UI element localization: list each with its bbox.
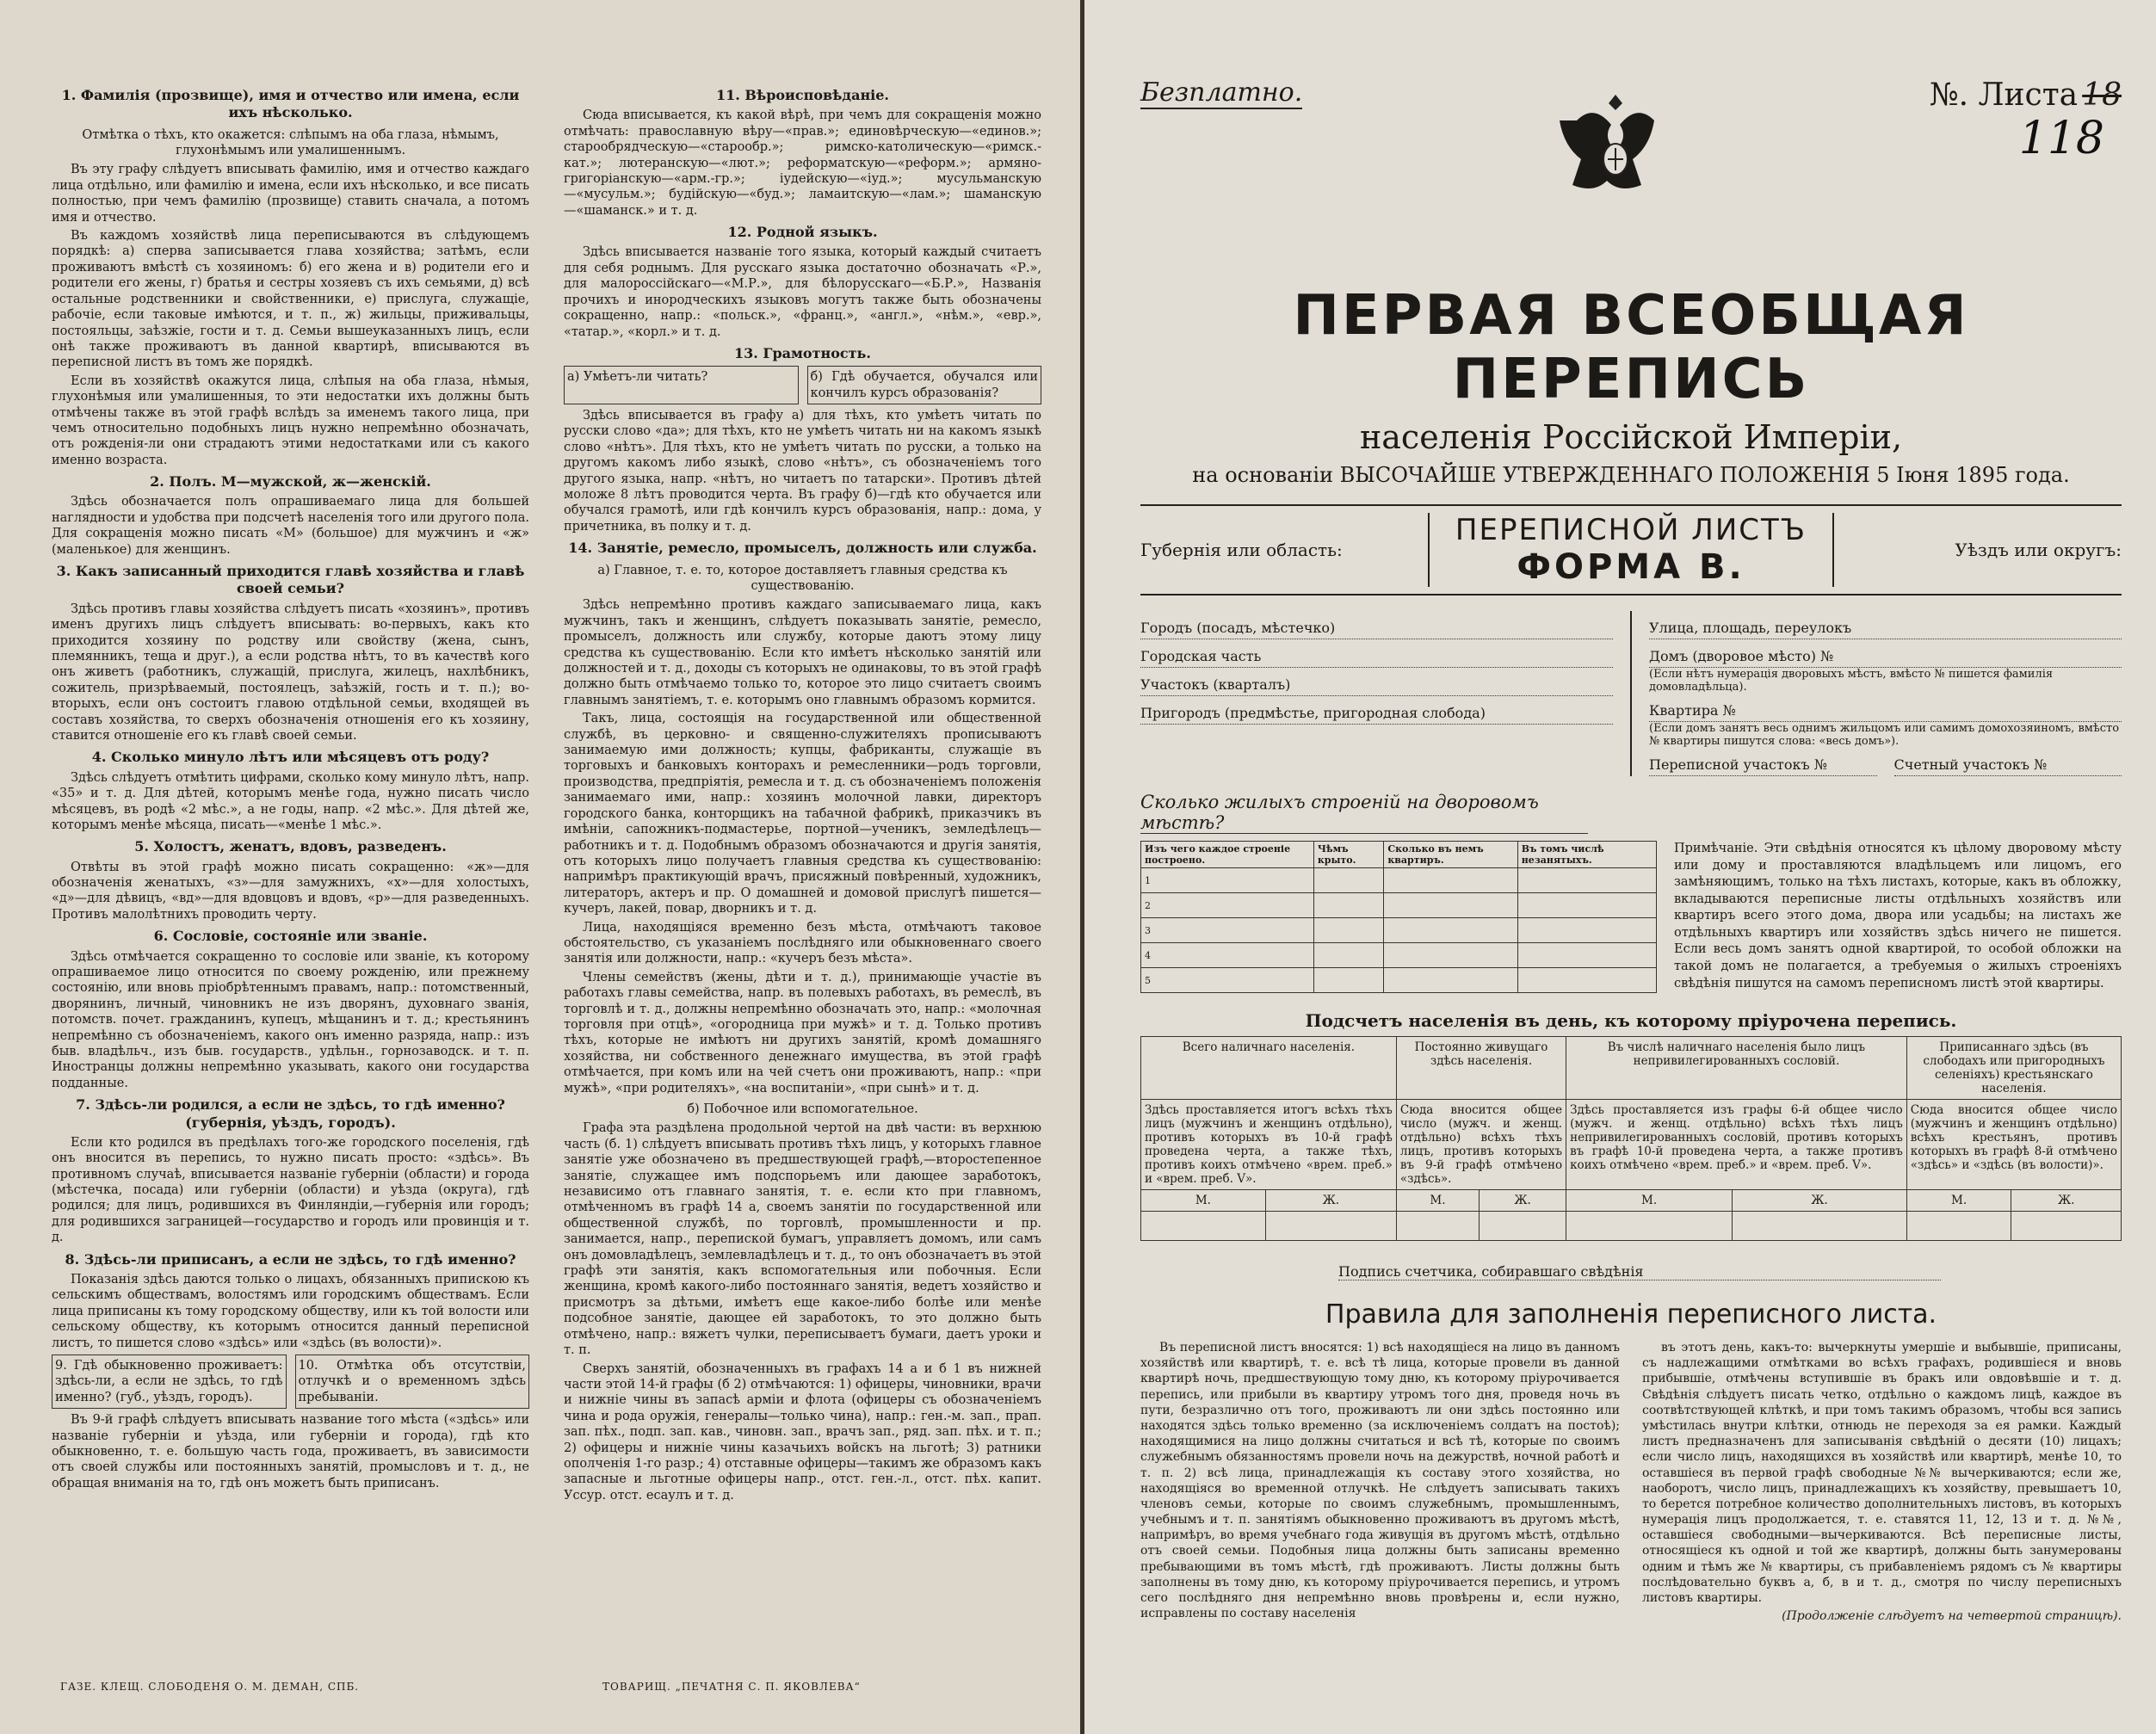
paragraph: Показанія здѣсь даются только о лицахъ, обязанныхъ припискою къ сельскимъ обществамъ, волостямъ или городскимъ обществамъ. Если лица приписаны къ тому городскому обществу, или къ той волости или сельскому обществу, къ которымъ относится данный переписной листъ, то пишется слово «здѣсь» или «здѣсь (въ волости)». [52, 1273, 529, 1350]
printer-imprint-left: ГАЗЕ. КЛЕЩ. СЛОБОДЕНЯ О. М. ДЕМАН, СПБ. [60, 1681, 360, 1693]
dwellings-header: Въ томъ числѣ незанятыхъ. [1517, 842, 1656, 868]
section-9-heading: 9. Гдѣ обыкновенно проживаетъ: здѣсь-ли, а если не здѣсь, то гдѣ именно? (губ., уѣздъ, городъ). [52, 1354, 287, 1409]
rules-body [1140, 1340, 2122, 1624]
rules-title: Правила для заполненія переписного листа. [1325, 1299, 1937, 1330]
dwellings-note: Примѣчаніе. Эти свѣдѣнія относятся къ цѣлому дворовому мѣсту или дому и проставляются владѣльцемъ или лицомъ, его замѣняющимъ, только на тѣхъ листахъ, которые, какъ въ обложку, вкладываются переписные листы отдѣльныхъ хозяйствъ или квартиръ всего этого дома, двора или усадьбы; на листахъ же отдѣльныхъ квартиръ или хозяйствъ здѣсь ничего не пишется. Если весь домъ занятъ одной квартирой, то особой обложки на такой домъ не полагается, а требуемыя о жилыхъ строеніяхъ свѣдѣнія пишутся на самомъ переписномъ листѣ этой квартиры. [1674, 842, 2122, 990]
census-district-field[interactable]: Переписной участокъ № [1649, 748, 1877, 776]
apartment-field[interactable]: Квартира № [1649, 694, 2122, 722]
literacy-subheadings [564, 366, 1041, 404]
paragraph: Здѣсь отмѣчается сокращенно то сословіе или званіе, къ которому опрашиваемое лицо относится по своему рожденію, или прежнему состоянію, или вновь пріобрѣтеннымъ правамъ, напр.: потомственный, дворянинъ, личный, чиновникъ не изъ дворянъ, духовнаго званія, потомств. почет. гражданинъ, купецъ, мѣщанинъ и т. д.; крестьянинъ непремѣнно съ обозначеніемъ, какого онъ именно разряда, напр.: изъ быв. владѣльч., изъ быв. государств., удѣльн., горнозаводск. и т. п. Иностранцы должны непремѣнно указывать, какого они государства подданные. [52, 949, 529, 1090]
enumerator-signature-field[interactable]: Подпись счетчика, собиравшаго свѣдѣнія [1338, 1263, 1941, 1280]
paragraph: Лица, находящіяся временно безъ мѣста, отмѣчаютъ таковое обстоятельство, съ указаніемъ послѣдняго или обыкновеннаго своего занятія или должности, напр.: «кучеръ безъ мѣста». [564, 920, 1041, 966]
count-male-label: М. [1566, 1190, 1733, 1212]
count-female-label: Ж. [1480, 1190, 1566, 1212]
dwellings-row-number: 2 [1141, 893, 1314, 918]
sheet-number [1930, 77, 2122, 164]
dwellings-cell[interactable] [1517, 943, 1656, 968]
sections-9-10 [52, 1354, 529, 1409]
dwellings-cell[interactable] [1313, 968, 1384, 993]
sheet-number-handwritten: 118 [2018, 113, 2104, 164]
dwellings-cell[interactable] [1313, 943, 1384, 968]
count-header: Въ числѣ наличнаго населенія было лицъ непривилегированныхъ сословій. [1566, 1037, 1907, 1100]
census-title: ПЕРВАЯ ВСЕОБЩАЯ ПЕРЕПИСЬ [1293, 284, 1969, 411]
dwellings-cell[interactable] [1313, 868, 1384, 893]
rules-column-1 [1140, 1340, 1620, 1624]
printer-imprint-right: ТОВАРИЩ. „ПЕЧАТНЯ С. П. ЯКОВЛЕВА“ [602, 1681, 861, 1693]
count-description: Здѣсь проставляется итогъ всѣхъ тѣхъ лицъ (мужчинъ и женщинъ отдѣльно), противъ которыхъ въ 10-й графѣ проведена черта, а также тѣхъ, противъ коихъ отмѣчено «врем. преб.» и «врем. преб. V». [1141, 1100, 1397, 1190]
apartment-note: (Если домъ занятъ весь однимъ жильцомъ или самимъ домохозяиномъ, вмѣсто № квартиры пишутся слова: «весь домъ»). [1649, 722, 2120, 748]
address-left [1140, 611, 1613, 776]
count-male-label: М. [1141, 1190, 1266, 1212]
street-field[interactable]: Улица, площадь, переулокъ [1649, 611, 2122, 639]
count-description: Здѣсь проставляется изъ графы 6-й общее число (мужч. и женщ. отдѣльно) всѣхъ тѣхъ лицъ непривилегированныхъ сословій, противъ которыхъ въ графѣ 10-й проведена черта, а также противъ коихъ отмѣчено «врем. преб.» и «врем. преб. V». [1566, 1100, 1907, 1190]
province-field: Губернія или область: [1140, 540, 1343, 560]
paragraph: Сверхъ занятій, обозначенныхъ въ графахъ 14 а и б 1 въ нижней части этой 14-й графы (б 2) отмѣчаются: 1) офицеры, чиновники, врачи и нижніе чины въ запасѣ армiи и флота (офицеры съ обозначеніемъ чина и рода оружія, генералы—только чина), напр.: ген.-м. зап., прап. зап. пѣх., подп. зап. кав., чиновн. зап., врачъ зап., ряд. зап. пѣх. и т. п.; 2) офицеры и нижніе чины казачьихъ войскъ на льготѣ; 3) ратники ополченія 1-го разр.; 4) отставные офицеры—такимъ же образомъ какъ запасные и льготные офицеры напр., отст. ген.-л., отст. пѣх. капит. Уссур. отст. есаулъ и т. д. [564, 1361, 1041, 1503]
count-entry-cell[interactable] [1566, 1212, 1733, 1241]
count-district-field[interactable]: Счетный участокъ № [1894, 748, 2122, 776]
count-male-label: М. [1906, 1190, 2011, 1212]
paragraph: Если кто родился въ предѣлахъ того-же городского поселенія, гдѣ онъ вносится въ перепись, то нужно писать просто: «здѣсь». Въ противномъ случаѣ, вписывается названіе губерніи (области) и города (мѣстечка, посада) или губерніи (области) и уѣзда (округа), гдѣ родился; для лицъ, родившихся въ Финляндіи,—губернія или городъ; для родившихся заграницей—государство и городъ или провинція и т. д. [52, 1135, 529, 1245]
count-entry-cell[interactable] [1480, 1212, 1566, 1241]
count-female-label: Ж. [1265, 1190, 1396, 1212]
address-fields [1140, 611, 2122, 776]
count-header: Постоянно живущаго здѣсь населенія. [1396, 1037, 1566, 1100]
paragraph: Отвѣты въ этой графѣ можно писать сокращенно: «ж»—для обозначенія женатыхъ, «з»—для замужнихъ, «х»—для холостыхъ, «д»—для дѣвицъ, «вд»—для вдовцовъ и вдовъ, «р»—для разведенныхъ. Противъ малолѣтнихъ проводить черту. [52, 860, 529, 922]
count-entry-cell[interactable] [1906, 1212, 2011, 1241]
rules-continuation-note: (Продолженіе слѣдуетъ на четвертой страницѣ). [1782, 1609, 2122, 1624]
paragraph: Здѣсь вписывается въ графу а) для тѣхъ, кто умѣетъ читать по русски слово «да»; для тѣхъ, кто не умѣетъ читать ни на какомъ языкѣ слово «нѣтъ». Для тѣхъ, кто не умѣетъ читать по русски, а только на другомъ какомъ либо языкѣ, слово «нѣтъ», съ обозначеніемъ того другого языка, напр. «нѣтъ, но читаетъ по татарски». Противъ дѣтей моложе 8 лѣтъ проводится черта. Въ графу б)—гдѣ кто обучается или обучался грамотѣ, или гдѣ кончилъ курсъ образованія, напр.: дома, у причетника, въ полку и т. д. [564, 409, 1041, 534]
dwellings-header: Чѣмъ крыто. [1313, 842, 1384, 868]
count-header: Приписаннаго здѣсь (въ слободахъ или пригородныхъ селеніяхъ) крестьянскаго населенія. [1906, 1037, 2121, 1100]
section-note: Отмѣтка о тѣхъ, кто окажется: слѣпымъ на оба глаза, нѣмымъ, глухонѣмымъ или умалишеннымъ. [82, 127, 499, 158]
dwellings-row-number: 5 [1141, 968, 1314, 993]
house-note: (Если нѣтъ нумерація дворовыхъ мѣстъ, вмѣсто № пишется фамилія домовладѣльца). [1649, 668, 2054, 694]
dwellings-cell[interactable] [1384, 868, 1517, 893]
paragraph: Въ эту графу слѣдуетъ вписывать фамилію, имя и отчество каждаго лица отдѣльно, или фамилію и имена, если ихъ нѣсколько, и все писать полностью, при чемъ фамилію (прозвище) ставить сначала, а потомъ имя и отчество. [52, 163, 529, 225]
form-title-row [1140, 504, 2122, 595]
count-description: Сюда вносится общее число (мужч. и женщ. отдѣльно) всѣхъ тѣхъ лицъ, противъ которыхъ въ 9-й графѣ отмѣчено «здѣсь». [1396, 1100, 1566, 1190]
precinct-field[interactable]: Участокъ (кварталъ) [1140, 668, 1613, 696]
section-heading: 14. Занятіе, ремесло, промыселъ, должность или служба. [568, 540, 1037, 557]
dwellings-row-number: 1 [1141, 868, 1314, 893]
dwellings-table [1140, 841, 1657, 993]
section-heading: 5. Холостъ, женатъ, вдовъ, разведенъ. [134, 838, 447, 855]
count-entry-cell[interactable] [1141, 1212, 1266, 1241]
form-title: ПЕРЕПИСНОЙ ЛИСТЪ [1455, 513, 1807, 547]
dwellings-cell[interactable] [1517, 918, 1656, 943]
section-heading: 6. Сословіе, состояніе или званіе. [153, 928, 428, 945]
section-10-heading: 10. Отмѣтка объ отсутствіи, отлучкѣ и о временномъ здѣсь пребываніи. [295, 1354, 530, 1409]
dwellings-section [1140, 841, 2122, 993]
paragraph: Здѣсь обозначается полъ опрашиваемаго лица для большей наглядности и удобства при подсчетѣ населенія того или другого пола. Для сокращенія можно писать «М» (большое) для мужчинъ и «ж» (маленькое) для женщинъ. [52, 495, 529, 557]
dwellings-cell[interactable] [1384, 943, 1517, 968]
count-female-label: Ж. [2011, 1190, 2122, 1212]
paragraph: Если въ хозяйствѣ окажутся лица, слѣпыя на оба глаза, нѣмыя, глухонѣмыя или умалишенныя, то эти недостатки ихъ должны быть отмѣчены также въ этой графѣ вслѣдъ за именемъ такого лица, при чемъ относительно подобныхъ лицъ нужно непремѣнно обозначать, отъ рожденія-ли они страдаютъ этими недостатками или съ какого именно возраста. [52, 373, 529, 467]
rules-paragraph: въ этотъ день, какъ-то: вычеркнуты умершіе и выбывшіе, приписаны, съ надлежащими отмѣтками во всѣхъ графахъ, родившіеся и вновь прибывшіе, отмѣчены вступившіе въ бракъ или овдовѣвшіе и т. д. Свѣдѣнія слѣдуетъ писать четко, отдѣльно о каждомъ лицѣ, каждое въ соотвѣтствующей клѣткѣ, и при томъ такимъ образомъ, чтобы вся запись умѣстилась внутри клѣтки, отнюдь не переходя за ея рамки. Каждый листъ предназначенъ для записыванія свѣдѣній о десяти (10) лицахъ; если число лицъ, находящихся въ хозяйствѣ или квартирѣ, менѣе 10, то оставшіеся въ первой графѣ свободные №№ вычеркиваются; если же, наоборотъ, число лицъ, принадлежащихъ къ хозяйству, превышаетъ 10, то берется потребное количество дополнительныхъ листовъ, въ которыхъ нумерація лицъ продолжается, т. е. ставятся 11, 12, 13 и т. д. №№, оставшіеся свободными—вычеркиваются. Всѣ переписные листы, относящіеся къ одной и той же квартирѣ, должны быть занумерованы одним и тѣмъ же № квартиры, съ прибавленіемъ рядомъ съ № квартиры послѣдовательно буквъ а, б, в и т. д., смотря по числу переписныхъ листовъ квартиры. [1642, 1341, 2122, 1605]
paragraph: Въ каждомъ хозяйствѣ лица переписываются въ слѣдующемъ порядкѣ: а) сперва записывается глава хозяйства; затѣмъ, если проживаютъ вмѣстѣ съ хозяиномъ: б) его жена и в) родители его и родители его жены, г) братья и сестры хозяевъ съ ихъ семьями, д) всѣ остальные родственники и свойственники, е) прислуга, служащіе, рабочіе, если таковые имѣются, и т. п., ж) жильцы, приживальцы, постояльцы, заѣзжіе, гости и т. д. Семьи вышеуказанныхъ лицъ, если онѣ также проживаютъ въ данной квартирѣ, вписываются въ переписной листъ въ томъ же порядкѣ. [52, 229, 529, 370]
paragraph: Здѣсь вписывается названіе того языка, который каждый считаетъ для себя роднымъ. Для русскаго языка достаточно обозначать «Р.», для малороссійскаго—«М.Р.», для бѣлорусскаго—«Б.Р.», Названія прочихъ и инородческихъ языковъ могутъ также быть обозначены сокращенно, напр.: «польск.», «франц.», «англ.», «нѣм.», «евр.», «татар.», «корл.» и т. д. [564, 245, 1041, 339]
census-subtitle: населенія Россійской Имперіи, [1359, 418, 1903, 456]
paragraph: Сюда вписывается, къ какой вѣрѣ, при чемъ для сокращенія можно отмѣчать: православную вѣру—«прав.»; единовѣрческую—«единов.»; старообрядческую—«старообр.»; римско-католическую—«римск.-кат.»; лютеранскую—«лют.»; реформатскую—«реформ.»; армяно-григоріанскую—«арм.-гр.»; іудейскую—«іуд.»; мусульманскую—«мусульм.»; будійскую—«буд.»; ламаитскую—«лам.»; шаманскую—«шаманск.» и т. д. [564, 108, 1041, 218]
dwellings-cell[interactable] [1313, 893, 1384, 918]
subsection-heading: а) Главное, т. е. то, которое доставляетъ главныя средства къ существованію. [597, 563, 1008, 593]
count-entry-cell[interactable] [1265, 1212, 1396, 1241]
instructions-column-1 [52, 82, 529, 1605]
instructions-column-2 [564, 82, 1041, 1605]
population-count-heading: Подсчетъ населенія въ день, къ которому пріурочена перепись. [1305, 1010, 1957, 1031]
count-male-label: М. [1396, 1190, 1479, 1212]
free-label: Безплатно. [1140, 77, 1303, 108]
count-description: Сюда вносится общее число (мужчинъ и женщинъ отдѣльно) всѣхъ крестьянъ, противъ которыхъ въ графѣ 8-й отмѣчено «здѣсь» и «здѣсь (въ волости)». [1906, 1100, 2121, 1190]
right-page [1084, 0, 2156, 1734]
section-heading: 2. Полъ. М—мужской, ж—женскій. [150, 473, 431, 491]
population-count-table [1140, 1036, 2122, 1241]
count-entry-cell[interactable] [2011, 1212, 2122, 1241]
subsection-heading: б) Побочное или вспомогательное. [687, 1102, 918, 1116]
section-heading: 4. Сколько минуло лѣтъ или мѣсяцевъ отъ роду? [91, 749, 490, 766]
dwellings-cell[interactable] [1517, 893, 1656, 918]
count-entry-cell[interactable] [1396, 1212, 1479, 1241]
dwellings-header: Сколько въ немъ квартиръ. [1384, 842, 1517, 868]
paragraph: Здѣсь непремѣнно противъ каждаго записываемаго лица, какъ мужчинъ, такъ и женщинъ, слѣдуетъ показывать занятіе, ремесло, промыселъ, должность или службу, которые даютъ этому лицу средства къ существованію. Если кто имѣетъ нѣсколько занятій или должностей и т. д., доходы съ которыхъ не одинаковы, то въ этой графѣ должно быть отмѣчаемо только то, которое это лицо считаетъ своимъ главнымъ занятіемъ, т. е. которымъ оно главнымъ образомъ кормится. [564, 598, 1041, 707]
paragraph: Въ 9-й графѣ слѣдуетъ вписывать название того мѣста («здѣсь» или названіе губерніи и уѣзда, или губерніи и города), гдѣ кто обыкновенно, т. е. большую часть года, проживаетъ, въ зависимости отъ своей службы или постоянныхъ занятій, промысловъ и т. д., не обращая вниманія на то, гдѣ онъ можетъ быть приписанъ. [52, 1413, 529, 1490]
paragraph: Здѣсь противъ главы хозяйства слѣдуетъ писать «хозяинъ», противъ именъ другихъ лицъ слѣдуетъ вписывать: во-первыхъ, какъ кто приходится хозяину по родству или свойству (жена, сынъ, племянникъ, теща и друг.), а если родства нѣтъ, то въ качествѣ кого онъ живетъ (работникъ, служащій, прислуга, жилецъ, нахлѣбникъ, сожитель, призрѣваемый, постоялецъ, заѣзжій, гость и т. п.); во-вторыхъ, если онъ состоитъ главою отдѣльной семьи, входящей въ составъ хозяйства, то сверхъ обозначенія отношенія его къ хозяину, ставится отношеніе его къ главѣ своей семьи. [52, 602, 529, 743]
rules-paragraph: Въ переписной листъ вносятся: 1) всѣ находящіеся на лицо въ данномъ хозяйствѣ или квартирѣ, т. е. всѣ тѣ лица, которые провели въ данной квартирѣ ночь, предшествующую тому дню, къ которому пріурочивается перепись, или прибыли въ квартиру утромъ того дня, проведя ночь въ пути, безразлично отъ того, проживаютъ ли они здѣсь постоянно или находятся здѣсь только временно (за исключеніемъ солдатъ на постоѣ); находящимися на лицо должны считаться и всѣ тѣ, которые по своимъ служебнымъ обязанностямъ провели ночь на дежурствѣ, ночной работѣ и т. п. 2) всѣ лица, принадлежащія къ составу этого хозяйства, но находящіяся во временной отлучкѣ. Не слѣдуетъ записывать такихъ членовъ семьи, которые по своимъ служебнымъ, промышленнымъ, учебнымъ и т. п. занятіямъ обыкновенно проживаютъ въ другомъ мѣстѣ, напримѣръ, во время учебнаго года живущія въ другомъ мѣстѣ, отдѣльно отъ своей семьи. Подобныя лица должны быть записаны временно пребывающими въ томъ мѣстѣ, гдѣ проживаютъ. Листы должны быть заполнены въ тому дню, къ которому пріурочивается перепись, и утромъ сего послѣдняго дня непремѣнно вновь провѣрены и, если нужно, исправлены по составу населенія [1140, 1341, 1620, 1621]
dwellings-cell[interactable] [1384, 968, 1517, 993]
section-heading: 11. Вѣроисповѣданіе. [716, 87, 889, 103]
city-part-field[interactable]: Городская часть [1140, 639, 1613, 668]
dwellings-cell[interactable] [1517, 968, 1656, 993]
paragraph: Здѣсь слѣдуетъ отмѣтить цифрами, сколько кому минуло лѣтъ, напр. «35» и т. д. Для дѣтей, которымъ менѣе года, нужно писать число мѣсяцевъ, въ родѣ «2 мѣс.», а не годы, напр. «2 мѣс.». Для дѣтей же, которымъ менѣе мѣсяца, писать—«менѣе 1 мѣс.». [52, 770, 529, 832]
section-heading: 1. Фамилія (прозвище), имя и отчество или имена, если ихъ нѣсколько. [61, 87, 520, 121]
section-heading: 13. Грамотность. [734, 344, 871, 361]
rules-column-2 [1642, 1340, 2122, 1624]
dwellings-cell[interactable] [1384, 918, 1517, 943]
dwellings-row-number: 4 [1141, 943, 1314, 968]
section-heading: 3. Какъ записанный приходится главѣ хозяйства и главѣ своей семьи? [56, 563, 525, 597]
section-heading: 8. Здѣсь-ли приписанъ, а если не здѣсь, то гдѣ именно? [65, 1250, 516, 1268]
count-header: Всего наличнаго населенія. [1141, 1037, 1397, 1100]
paragraph: Члены семействъ (жены, дѣти и т. д.), принимающіе участіе въ работахъ главы семейства, напр. въ полевыхъ работахъ, въ ремеслѣ, въ торговлѣ и т. д., должны непремѣнно обозначать это, напр.: «молочная торговля при отцѣ», «огородница при мужѣ» и т. д. Только противъ тѣхъ, которые не имѣютъ ни другихъ занятій, кромѣ домашняго хозяйства, ни собственного денежнаго имущества, въ этой графѣ отмѣчается, при комъ или на чей счетъ они проживаютъ, напр.: «при мужѣ», «при родителяхъ», «на воспитаніи», «при сынѣ» и т. д. [564, 970, 1041, 1095]
form-title-box [1428, 513, 1834, 587]
count-female-label: Ж. [1733, 1190, 1907, 1212]
count-entry-cell[interactable] [1733, 1212, 1907, 1241]
literacy-b: б) Гдѣ обучается, обучался или кончилъ курсъ образованія? [807, 366, 1042, 404]
census-basis: на основаніи ВЫСОЧАЙШЕ УТВЕРЖДЕННАГО ПОЛОЖЕНІЯ 5 Іюня 1895 года. [1192, 463, 2070, 487]
double-headed-eagle-icon [1560, 86, 1671, 215]
dwellings-cell[interactable] [1384, 893, 1517, 918]
dwellings-row-number: 3 [1141, 918, 1314, 943]
section-heading: 12. Родной языкъ. [727, 224, 878, 241]
address-right [1630, 611, 2122, 776]
literacy-a: а) Умѣетъ-ли читать? [564, 366, 799, 404]
section-heading: 7. Здѣсь-ли родился, а если не здѣсь, то гдѣ именно? (губернія, уѣздъ, городъ). [76, 1096, 505, 1131]
house-field[interactable]: Домъ (дворовое мѣсто) № [1649, 639, 2122, 668]
district-field: Уѣздъ или округъ: [1955, 540, 2122, 560]
form-header [1140, 77, 2122, 284]
dwellings-cell[interactable] [1517, 868, 1656, 893]
sheet-number-label: №. Листа [1929, 77, 2079, 113]
dwellings-cell[interactable] [1313, 918, 1384, 943]
dwellings-question: Сколько жилыхъ строеній на дворовомъ мѣстѣ? [1140, 792, 1588, 834]
paragraph: Графа эта раздѣлена продольной чертой на двѣ части: въ верхнюю часть (б. 1) слѣдуетъ вписывать противъ тѣхъ лицъ, у которыхъ главное занятіе уже обозначено въ предшествующей графѣ,—второстепенное занятіе, служащее имъ подспорьемъ или дающее заработокъ, независимо отъ главнаго занятія, т. е. если кто при главномъ, отмѣченномъ въ графѣ 14 а, своемъ занятіи по государственной или общественной службѣ, по торговлѣ, промышленности и пр. занимается, напр., перепиской бумагъ, управляетъ домомъ, или самъ онъ домовладѣлецъ, землевладѣлецъ и т. д., то онъ обозначаетъ въ этой графѣ эти занятія, какъ вспомогательныя или побочныя. Если женщина, кромѣ какого-либо постояннаго занятія, ведетъ хозяйство и присмотръ за дѣтьми, имѣетъ еще какое-либо болѣе или менѣе подсобное занятіе, дающее ей заработокъ, то это должно быть отмѣчено, напр.: вяжетъ чулки, переписываетъ бумаги, даетъ уроки и т. п. [564, 1121, 1041, 1358]
city-field[interactable]: Городъ (посадъ, мѣстечко) [1140, 611, 1613, 639]
dwellings-header: Изъ чего каждое строеніе построено. [1141, 842, 1314, 868]
paragraph: Такъ, лица, состоящія на государственной или общественной службѣ, въ церковно- и священно-служителяхъ прописываютъ занимаемую ими должность; купцы, фабриканты, служащіе въ торговыхъ и банковыхъ конторахъ и ремесленники—родъ торговли, производства, предпріятія, ремесла и т. д. съ обозначеніемъ положенія занимаемаго ими, напр.: хозяинъ молочной лавки, директоръ городского банка, конторщикъ на табачной фабрикѣ, приказчикъ въ имѣніи, сапожникъ-подмастерье, портной—ученикъ, земледѣлецъ—работникъ и т. д. Подобнымъ образомъ обозначаются и другія занятія, отъ которыхъ лицо получаетъ главныя средства къ существованію: напримѣръ практикующій врачъ, присяжный повѣренный, художникъ, литераторъ, актеръ и пр. О домашней и домовой прислугѣ пишется—кучеръ, лакей, повар, дворникъ и т. д. [564, 712, 1041, 916]
form-letter: ФОРМА В. [1517, 547, 1745, 587]
sheet-number-struck: 18 [2082, 77, 2122, 113]
suburb-field[interactable]: Пригородъ (предмѣстье, пригородная слобода) [1140, 696, 1613, 725]
